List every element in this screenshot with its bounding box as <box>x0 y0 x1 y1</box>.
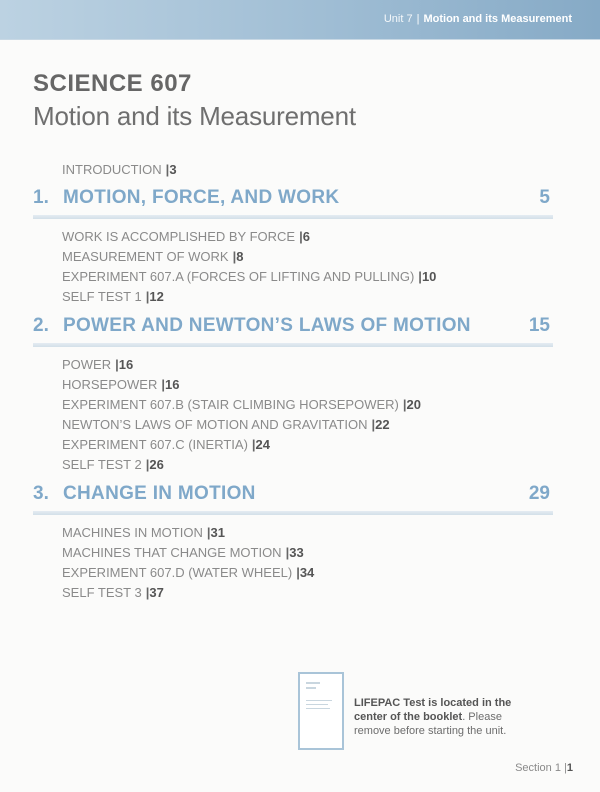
section-page: 29 <box>528 483 550 504</box>
toc-entry-bar: | <box>232 249 237 264</box>
toc-entry-page: 37 <box>149 585 164 600</box>
toc-entry-label: WORK IS ACCOMPLISHED BY FORCE <box>62 229 296 244</box>
thumbnail-line <box>306 682 320 684</box>
toc-entry-page: 16 <box>118 357 134 372</box>
toc-entry <box>33 267 553 287</box>
toc-entry-bar: | <box>285 545 290 560</box>
thumbnail-line <box>306 708 330 709</box>
section-rule <box>33 511 553 515</box>
running-header <box>384 13 572 25</box>
toc-entry <box>33 455 553 475</box>
toc-section-2-entries <box>33 355 553 475</box>
toc-entry-label: EXPERIMENT 607.A (FORCES OF LIFTING AND PULLING) <box>62 269 415 284</box>
toc-entry-bar: | <box>165 162 170 177</box>
toc-entry-page: 22 <box>375 417 390 432</box>
header-separator: | <box>416 13 420 25</box>
section-number: 3. <box>33 483 49 504</box>
footer-page-number: 1 <box>566 762 573 774</box>
toc-entry-introduction <box>33 160 553 180</box>
page-footer <box>515 762 573 774</box>
toc-entry-page: 12 <box>149 289 164 304</box>
toc-entry <box>33 583 553 603</box>
toc-entry-label: EXPERIMENT 607.D (WATER WHEEL) <box>62 565 293 580</box>
table-of-contents <box>33 160 553 607</box>
toc-entry-bar: | <box>206 525 211 540</box>
toc-entry-bar: | <box>299 229 303 244</box>
toc-entry <box>33 435 553 455</box>
section-title: CHANGE IN MOTION <box>63 483 256 504</box>
toc-entry-page: 20 <box>406 397 421 412</box>
toc-entry-page: 34 <box>299 565 315 580</box>
toc-entry-bar: | <box>251 437 256 452</box>
thumbnail-line <box>306 704 328 705</box>
toc-entry-page: 16 <box>164 377 180 392</box>
toc-entry <box>33 375 553 395</box>
toc-entry <box>33 523 553 543</box>
toc-entry <box>33 247 553 267</box>
toc-entry <box>33 355 553 375</box>
toc-entry-bar: | <box>145 457 150 472</box>
toc-section-3 <box>33 479 553 517</box>
note-text <box>354 696 540 738</box>
toc-entry-page: 6 <box>302 229 310 244</box>
toc-entry-label: SELF TEST 3 <box>62 585 142 600</box>
toc-entry-bar: | <box>418 269 422 284</box>
toc-entry-bar: | <box>161 377 165 392</box>
toc-section-1 <box>33 183 553 221</box>
toc-entry-label: EXPERIMENT 607.C (INERTIA) <box>62 437 248 452</box>
toc-entry-page: 3 <box>169 162 177 177</box>
toc-entry-label: INTRODUCTION <box>62 162 162 177</box>
toc-entry-page: 24 <box>255 437 271 452</box>
booklet-thumbnail <box>298 672 344 750</box>
section-number: 1. <box>33 187 49 208</box>
toc-entry <box>33 563 553 583</box>
toc-entry-bar: | <box>371 417 376 432</box>
toc-entry-label: MACHINES THAT CHANGE MOTION <box>62 545 282 560</box>
toc-entry-bar: | <box>145 585 150 600</box>
toc-section-1-entries <box>33 227 553 307</box>
toc-entry-label: POWER <box>62 357 112 372</box>
unit-title: Motion and its Measurement <box>423 13 572 25</box>
toc-entry-label: NEWTON’S LAWS OF MOTION AND GRAVITATION <box>62 417 368 432</box>
section-rule <box>33 215 553 219</box>
section-title: POWER AND NEWTON’S LAWS OF MOTION <box>63 315 471 336</box>
toc-entry-page: 10 <box>421 269 437 284</box>
toc-entry-label: HORSEPOWER <box>62 377 158 392</box>
toc-entry-label: MACHINES IN MOTION <box>62 525 203 540</box>
toc-entry-label: SELF TEST 1 <box>62 289 142 304</box>
toc-entry-label: MEASUREMENT OF WORK <box>62 249 229 264</box>
page-title: SCIENCE 607 <box>33 70 192 97</box>
toc-entry-bar: | <box>145 289 150 304</box>
section-rule <box>33 343 553 347</box>
toc-section-2 <box>33 311 553 349</box>
toc-entry <box>33 543 553 563</box>
toc-entry-bar: | <box>115 357 119 372</box>
toc-entry-page: 26 <box>149 457 164 472</box>
toc-entry <box>33 287 553 307</box>
thumbnail-line <box>306 700 332 701</box>
section-number: 2. <box>33 315 49 336</box>
toc-entry-label: EXPERIMENT 607.B (STAIR CLIMBING HORSEPOWER) <box>62 397 399 412</box>
note-emphasis: LIFEPAC Test is located in the center of the booklet <box>354 697 512 723</box>
header-bar <box>0 0 600 40</box>
footer-bar: | <box>564 762 567 774</box>
unit-number: Unit 7 <box>383 13 413 25</box>
page-subtitle: Motion and its Measurement <box>33 101 356 131</box>
toc-entry-page: 33 <box>289 545 304 560</box>
footer-section: Section 1 <box>515 762 561 774</box>
toc-entry-bar: | <box>402 397 407 412</box>
section-title: MOTION, FORCE, AND WORK <box>63 187 340 208</box>
toc-entry-bar: | <box>296 565 300 580</box>
toc-entry <box>33 227 553 247</box>
toc-entry-page: 31 <box>210 525 225 540</box>
section-page: 15 <box>528 315 550 336</box>
toc-entry-label: SELF TEST 2 <box>62 457 142 472</box>
toc-entry <box>33 415 553 435</box>
thumbnail-line <box>306 687 316 689</box>
toc-entry-page: 8 <box>236 249 244 264</box>
note-rest: . Please remove before starting the unit. <box>354 711 507 737</box>
lifepac-test-note <box>298 672 538 752</box>
toc-entry <box>33 395 553 415</box>
toc-section-3-entries <box>33 523 553 603</box>
section-page: 5 <box>539 187 550 208</box>
